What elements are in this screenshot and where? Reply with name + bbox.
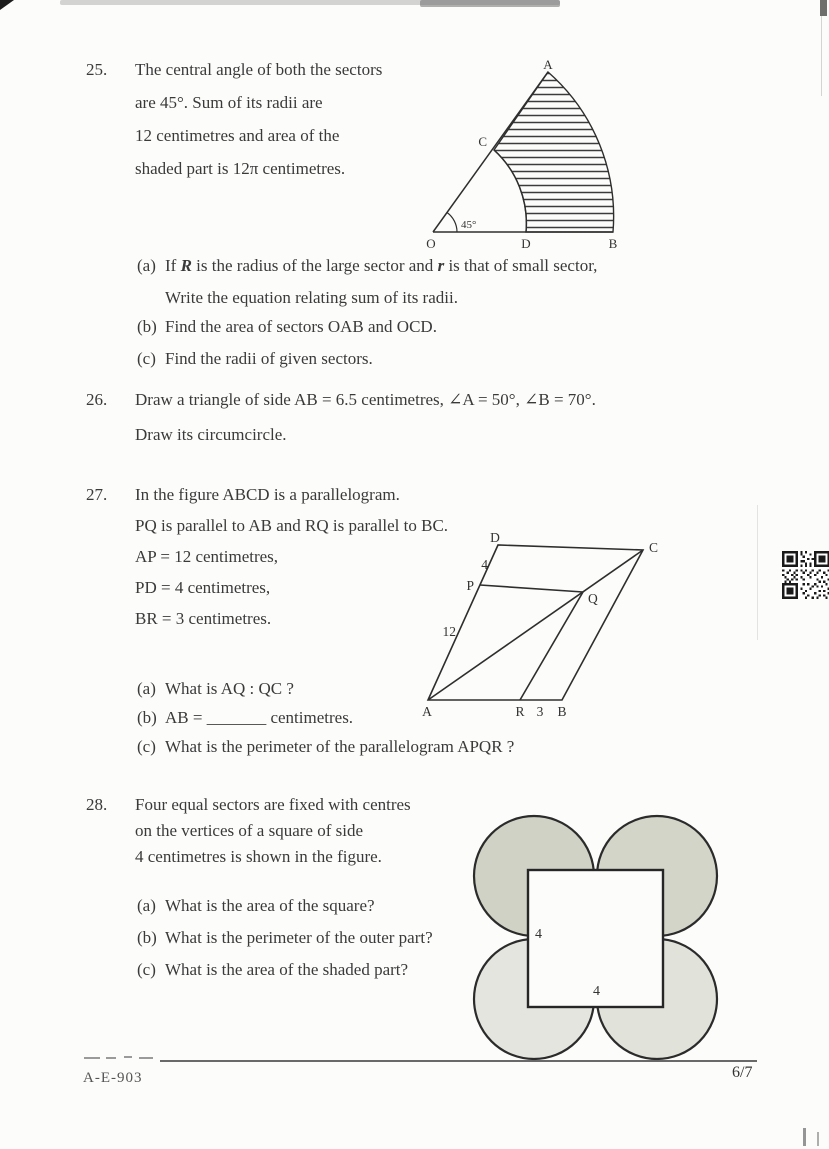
q28-part-b — [137, 928, 433, 948]
scan-fold-line — [757, 505, 758, 640]
vertex-label-o: O — [426, 236, 436, 251]
q25-part-b — [137, 317, 437, 337]
shaded-annulus-region — [494, 72, 614, 232]
footer-dash-2 — [106, 1057, 116, 1059]
vertex-label-q: Q — [588, 591, 598, 606]
q25-part-a-text: If — [165, 256, 181, 275]
footer-dash-1 — [84, 1057, 100, 1059]
question-28-number: 28. — [86, 795, 108, 814]
q25-part-a-text-post: is that of small sector, — [444, 256, 598, 275]
q25-part-a-label: (a) — [137, 256, 156, 275]
question-27-line-2: PQ is parallel to AB and RQ is parallel to BC. — [135, 516, 449, 535]
q27-part-c — [137, 737, 514, 757]
q25-part-a-text-mid: is the radius of the large sector and — [191, 256, 438, 275]
side-label-left: 4 — [535, 927, 542, 942]
q28-part-c-label: (c) — [137, 960, 156, 979]
vertex-label-c: C — [649, 540, 659, 555]
q27-part-a-label: (a) — [137, 679, 156, 698]
q28-part-a-text: What is the area of the square? — [165, 896, 375, 915]
q27-part-a-text: What is AQ : QC ? — [165, 679, 294, 698]
length-label-pd: 4 — [481, 557, 488, 572]
vertex-label-d: D — [521, 236, 531, 251]
q27-part-c-label: (c) — [137, 737, 156, 756]
angle-arc — [447, 213, 457, 233]
q27-part-b-label: (b) — [137, 708, 157, 727]
segment-rq — [520, 592, 583, 700]
question-26-line-2: Draw its circumcircle. — [135, 425, 287, 444]
q25-part-c-label: (c) — [137, 349, 156, 368]
question-25-line-2: are 45°. Sum of its radii are — [135, 93, 323, 112]
figure-square-sectors-q28 — [460, 812, 724, 1062]
vertex-label-a: A — [543, 57, 553, 72]
q25-part-a-var-R: R — [180, 256, 192, 275]
qr-code — [781, 551, 829, 599]
footer-dash-4 — [139, 1057, 153, 1059]
diagonal-ac — [428, 550, 643, 700]
question-25-line-1: The central angle of both the sectors — [135, 60, 383, 79]
scan-mark-bottom-right-2 — [817, 1132, 819, 1146]
vertex-label-a: A — [422, 704, 432, 719]
q28-part-a — [137, 896, 375, 916]
length-label-ap: 12 — [442, 624, 456, 639]
vertex-label-r: R — [515, 704, 525, 719]
footer-page-number: 6/7 — [732, 1064, 753, 1081]
scan-corner-mark — [0, 0, 14, 10]
question-27-number: 27. — [86, 485, 108, 504]
q28-part-b-label: (b) — [137, 928, 157, 947]
vertex-label-d: D — [490, 532, 500, 545]
question-27-line-1: In the figure ABCD is a parallelogram. — [135, 485, 400, 504]
question-27-line-4: PD = 4 centimetres, — [135, 578, 271, 597]
q25-part-b-text: Find the area of sectors OAB and OCD. — [165, 317, 437, 336]
vertex-label-b: B — [608, 236, 618, 251]
angle-label: 45° — [461, 219, 477, 231]
q25-part-a-line2: Write the equation relating sum of its radii. — [165, 288, 458, 307]
q27-part-b — [137, 708, 353, 728]
segment-pq — [480, 585, 583, 592]
q27-part-b-blank: _______ — [206, 708, 267, 727]
q28-part-c-text: What is the area of the shaded part? — [165, 960, 409, 979]
q27-part-b-text-post: centimetres. — [266, 708, 354, 727]
scan-edge-line-right-top — [821, 16, 822, 96]
q25-part-c — [137, 349, 373, 369]
q25-part-a — [137, 256, 597, 276]
question-25-number: 25. — [86, 60, 108, 79]
scan-mark-bottom-right-1 — [803, 1128, 806, 1146]
question-25-line-3: 12 centimetres and area of the — [135, 126, 340, 145]
question-28-line-2: on the vertices of a square of side — [135, 821, 363, 840]
side-label-bottom: 4 — [593, 984, 600, 999]
question-28-line-3: 4 centimetres is shown in the figure. — [135, 847, 382, 866]
q25-part-c-text: Find the radii of given sectors. — [165, 349, 373, 368]
question-26-line-1: Draw a triangle of side AB = 6.5 centimetres, ∠A = 50°, ∠B = 70°. — [135, 390, 596, 409]
figure-sectors-q25 — [423, 56, 627, 252]
q27-part-c-text: What is the perimeter of the parallelogram APQR ? — [165, 737, 515, 756]
q27-part-b-text-pre: AB = — [165, 708, 207, 727]
length-label-rb: 3 — [536, 704, 544, 719]
footer-paper-code: A-E-903 — [83, 1070, 143, 1086]
footer-dash-3 — [124, 1056, 132, 1058]
q25-part-a-var-r: r — [437, 256, 445, 275]
figure-parallelogram-q27 — [415, 532, 665, 724]
footer-rule — [160, 1060, 757, 1062]
q27-part-a — [137, 679, 294, 699]
q25-part-b-label: (b) — [137, 317, 157, 336]
question-27-line-5: BR = 3 centimetres. — [135, 609, 272, 628]
q28-part-c — [137, 960, 408, 980]
question-28-line-1: Four equal sectors are fixed with centres — [135, 795, 411, 814]
question-25-line-4: shaded part is 12π centimetres. — [135, 159, 346, 178]
vertex-label-p: P — [466, 578, 474, 593]
vertex-label-c: C — [478, 134, 487, 149]
scan-smudge-top-dark — [420, 0, 560, 7]
scan-corner-mark-right — [820, 0, 827, 16]
vertex-label-b: B — [557, 704, 567, 719]
question-26-number: 26. — [86, 390, 108, 409]
question-27-line-3: AP = 12 centimetres, — [135, 547, 279, 566]
q28-part-a-label: (a) — [137, 896, 156, 915]
q28-part-b-text: What is the perimeter of the outer part? — [165, 928, 433, 947]
